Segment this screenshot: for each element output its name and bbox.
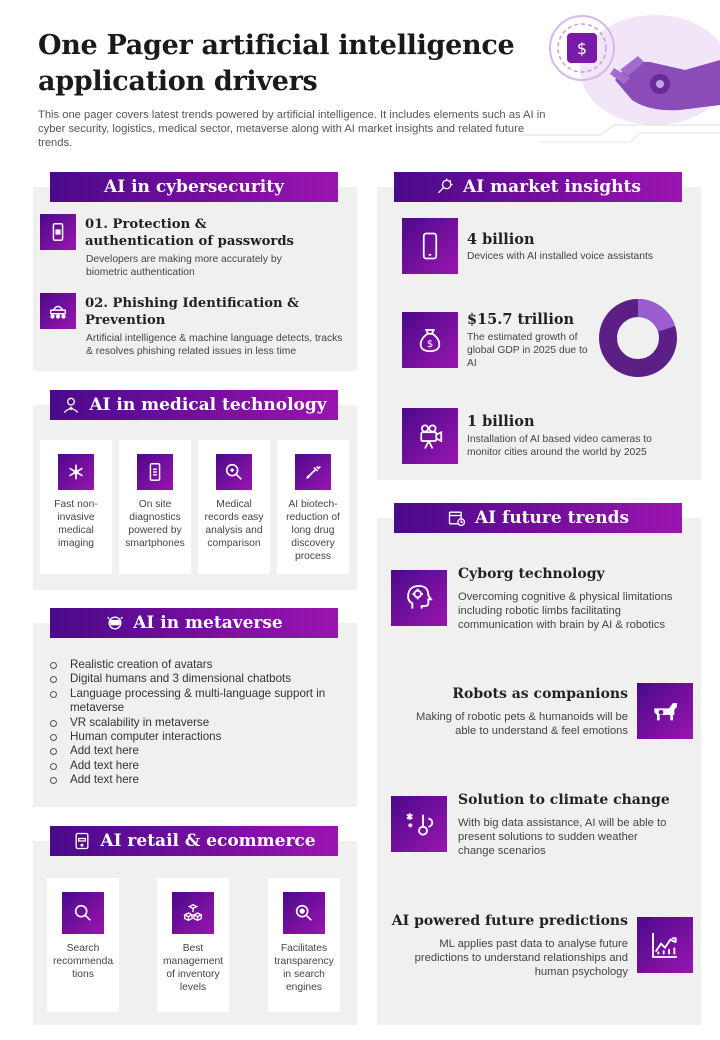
network-icon [40, 293, 76, 329]
search-gear-icon [283, 892, 325, 934]
robot-hand-illustration [520, 0, 720, 150]
market-desc: The estimated growth of global GDP in 2025 due to AI [467, 332, 588, 369]
growth-chart-icon [637, 917, 693, 973]
calendar-clock-icon [447, 508, 467, 528]
future-title: Robots as companions [452, 686, 628, 702]
list-item: Language processing & multi-language support in metaverse [50, 687, 350, 716]
future-title: Cyborg technology [458, 566, 605, 582]
money-bag-icon [402, 312, 458, 368]
market-value: 4 billion [467, 231, 535, 248]
brain-head-icon [391, 570, 447, 626]
climate-icon [391, 796, 447, 852]
list-item: Human computer interactions [50, 730, 350, 744]
magnifier-icon [216, 454, 252, 490]
list-item: VR scalability in metaverse [50, 716, 350, 730]
future-desc: ML applies past data to analyse future predictions to understand relationships and human psychology [414, 938, 628, 978]
gdp-donut-chart [598, 298, 678, 378]
market-value: 1 billion [467, 413, 535, 430]
cyber-item-title: 02. Phishing Identification & Prevention [85, 296, 300, 328]
future-desc: Making of robotic pets & humanoids will be able to understand & feel emotions [415, 711, 628, 737]
retail-header: AI retail & ecommerce [50, 826, 338, 856]
smartphone-icon [402, 218, 458, 274]
medical-card: Medical records easy analysis and comparison [198, 440, 270, 574]
future-desc: Overcoming cognitive & physical limitations including robotic limbs facilitating communication with brain by AI & robotics [458, 591, 673, 631]
video-camera-icon [402, 408, 458, 464]
market-desc: Devices with AI installed voice assistants [467, 251, 653, 262]
future-title: Solution to climate change [458, 792, 670, 808]
metaverse-header: AI in metaverse [50, 608, 338, 638]
medical-card: Fast non-invasive medical imaging [40, 440, 112, 574]
smartphone-icon [137, 454, 173, 490]
list-item: Digital humans and 3 dimensional chatbots [50, 672, 350, 686]
market-desc: Installation of AI based video cameras to monitor cities around the world by 2025 [467, 434, 652, 458]
store-icon [72, 831, 92, 851]
future-desc: With big data assistance, AI will be able to present solutions to sudden weather change scenarios [458, 817, 667, 857]
cyber-item-desc: Developers are making more accurately by biometric authentication [86, 254, 282, 278]
list-item: Realistic creation of avatars [50, 658, 350, 672]
cyber-item-title: 01. Protection & authentication of passwords [85, 217, 294, 249]
future-header: AI future trends [394, 503, 682, 533]
robot-dog-icon [637, 683, 693, 739]
list-item: Add text here [50, 759, 350, 773]
cyber-item-desc: Artificial intelligence & machine language detects, tracks & resolves phishing related issues in less time [86, 333, 343, 357]
medical-card: On site diagnostics powered by smartphones [119, 440, 191, 574]
page-title: One Pager artificial intelligence application drivers [38, 30, 515, 97]
boxes-icon [172, 892, 214, 934]
market-header: AI market insights [394, 172, 682, 202]
medical-header: AI in medical technology [50, 390, 338, 420]
cybersecurity-header: AI in cybersecurity [50, 172, 338, 202]
doctor-icon [61, 395, 81, 415]
list-item: Add text here [50, 773, 350, 787]
syringe-icon [295, 454, 331, 490]
retail-card: Facilitates transparency in search engines [268, 878, 340, 1012]
metaverse-list [50, 658, 350, 788]
vr-head-icon [105, 613, 125, 633]
intro-text: This one pager covers latest trends powered by artificial intelligence. It includes elements such as AI in cyber security, logistics, medical sector, metaverse along with AI market insights and related future trends. [38, 109, 546, 149]
medical-star-icon [58, 454, 94, 490]
search-icon [62, 892, 104, 934]
svg-text:$: $ [576, 39, 588, 58]
svg-text:$: $ [426, 338, 434, 350]
market-value: $15.7 trillion [467, 311, 575, 328]
retail-card: Best management of inventory levels [157, 878, 229, 1012]
insight-icon [435, 177, 455, 197]
future-title: AI powered future predictions [391, 913, 628, 929]
medical-card: AI biotech-reduction of long drug discovery process [277, 440, 349, 574]
list-item: Add text here [50, 744, 350, 758]
retail-card: Search recommenda tions [47, 878, 119, 1012]
phone-lock-icon [40, 214, 76, 250]
